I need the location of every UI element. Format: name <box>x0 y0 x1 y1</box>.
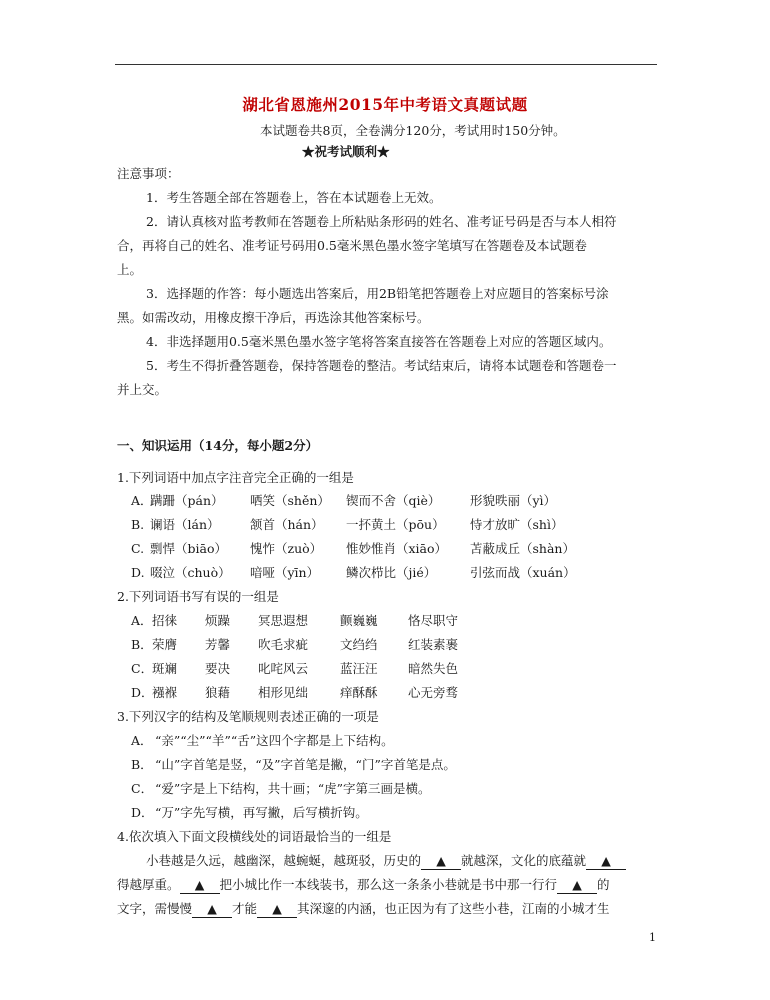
fill-blank: ▲ <box>586 853 626 870</box>
option-cell: 痒酥酥 <box>340 685 378 700</box>
question-4-paragraph-line-2 <box>117 876 610 894</box>
option-cell: 愧怍（zuò） <box>250 541 323 556</box>
notice-item-1: 1．考生答题全部在答题卷上，答在本试题卷上无效。 <box>146 190 442 205</box>
question-3-stem: 3.下列汉字的结构及笔顺规则表述正确的一项是 <box>117 709 379 724</box>
option-cell: 形貌昳丽（yì） <box>470 493 557 508</box>
option-cell: 文绉绉 <box>340 637 378 652</box>
passage-text: 把小城比作一本线装书，那么这一条条小巷就是书中那一行行 <box>219 877 558 892</box>
option-text: “万”字先写横，再写撇，后写横折钩。 <box>155 805 368 820</box>
option-cell: 要决 <box>205 661 231 676</box>
option-cell: 颔首（hán） <box>250 517 324 532</box>
option-cell: 恃才放旷（shì） <box>470 517 564 532</box>
option-cell: 鳞次栉比（jié） <box>346 565 437 580</box>
option-cell: 一抔黄土（pōu） <box>346 517 445 532</box>
notice-item-3-line-1: 3．选择题的作答：每小题选出答案后，用2B铅笔把答题卷上对应题目的答案标号涂 <box>146 286 609 301</box>
option-label: B． <box>131 637 153 652</box>
option-cell: 烦躁 <box>205 613 231 628</box>
passage-text: 得越厚重。 <box>117 877 180 892</box>
option-cell: 荣膺 <box>152 637 178 652</box>
option-label: D. <box>131 565 145 580</box>
fill-blank: ▲ <box>180 877 220 894</box>
option-cell: 恪尽职守 <box>408 613 459 628</box>
option-label: C． <box>131 661 154 676</box>
option-cell: 叱咤风云 <box>258 661 309 676</box>
notice-item-4: 4．非选择题用0.5毫米黑色墨水签字笔将答案直接答在答题卷上对应的答题区域内。 <box>146 334 612 349</box>
option-cell: 芳馨 <box>205 637 231 652</box>
option-cell: 相形见绌 <box>258 685 309 700</box>
option-cell: 惟妙惟肖（xiāo） <box>346 541 448 556</box>
exam-title: 湖北省恩施州2015年中考语文真题试题 <box>242 95 528 114</box>
question-4-paragraph-line-3 <box>117 900 610 918</box>
passage-text: 其深邃的内涵，也正因为有了这些小巷，江南的小城才生 <box>297 901 610 916</box>
option-cell: 心无旁骛 <box>408 685 459 700</box>
option-label: A． <box>131 493 153 508</box>
option-cell: 招徕 <box>152 613 178 628</box>
option-label: B． <box>131 757 153 772</box>
notice-item-2-line-3: 上。 <box>117 262 143 277</box>
option-text: “山”字首笔是竖，“及”字首笔是撇，“门”字首笔是点。 <box>155 757 456 772</box>
option-cell: 哂笑（shěn） <box>250 493 330 508</box>
exam-info: 本试题卷共8页，全卷满分120分，考试用时150分钟。 <box>260 123 566 138</box>
notice-item-2-line-2: 合，再将自己的姓名、准考证号码用0.5毫米黑色墨水签字笔填写在答题卷及本试题卷 <box>117 238 587 253</box>
option-label: B. <box>131 517 145 532</box>
option-cell: 狼藉 <box>205 685 231 700</box>
passage-text: 才能 <box>232 901 258 916</box>
option-label: C． <box>131 781 154 796</box>
passage-text: 就越深，文化的底蕴就 <box>461 853 587 868</box>
option-cell: 蹒跚（pán） <box>150 493 224 508</box>
option-cell: 引弦而战（xuán） <box>470 565 576 580</box>
page-number: 1 <box>649 931 656 944</box>
section-1-heading: 一、知识运用（14分，每小题2分） <box>117 438 319 453</box>
option-label: A． <box>131 613 153 628</box>
notice-item-2-line-1: 2．请认真核对监考教师在答题卷上所粘贴条形码的姓名、准考证号码是否与本人相符 <box>146 214 617 229</box>
option-text: “爱”字是上下结构，共十画；“虎”字第三画是横。 <box>155 781 431 796</box>
option-label: A． <box>131 733 153 748</box>
notice-item-5-line-2: 并上交。 <box>117 382 168 397</box>
header-rule <box>115 64 657 65</box>
passage-text: 文字，需慢慢 <box>117 901 193 916</box>
option-cell: 暗然失色 <box>408 661 459 676</box>
option-label: D． <box>131 685 154 700</box>
fill-blank: ▲ <box>257 901 297 918</box>
option-label: D． <box>131 805 154 820</box>
fill-blank: ▲ <box>421 853 461 870</box>
fill-blank: ▲ <box>557 877 597 894</box>
question-1-stem: 1.下列词语中加点字注音完全正确的一组是 <box>117 470 354 485</box>
option-cell: 襁褓 <box>152 685 178 700</box>
option-label: C. <box>131 541 145 556</box>
option-cell: 谰语（lán） <box>150 517 220 532</box>
passage-text: 小巷越是久远，越幽深，越蜿蜒，越斑驳，历史的 <box>146 853 422 868</box>
option-cell: 苫蔽成丘（shàn） <box>470 541 575 556</box>
option-cell: 喑哑（yīn） <box>250 565 320 580</box>
fill-blank: ▲ <box>192 901 232 918</box>
notice-item-5-line-1: 5．考生不得折叠答题卷，保持答题卷的整洁。考试结束后，请将本试题卷和答题卷一 <box>146 358 617 373</box>
option-cell: 颤巍巍 <box>340 613 378 628</box>
option-cell: 红装素裹 <box>408 637 459 652</box>
option-cell: 斑斓 <box>152 661 178 676</box>
option-text: “亲”“尘”“羊”“舌”这四个字都是上下结构。 <box>155 733 394 748</box>
option-cell: 冥思遐想 <box>258 613 309 628</box>
option-cell: 锲而不舍（qiè） <box>346 493 441 508</box>
option-cell: 蓝汪汪 <box>340 661 378 676</box>
question-2-stem: 2.下列词语书写有误的一组是 <box>117 589 279 604</box>
notice-heading: 注意事项： <box>117 166 180 181</box>
option-cell: 吹毛求疵 <box>258 637 309 652</box>
option-cell: 剽悍（biāo） <box>150 541 227 556</box>
blessing-text: ★祝考试顺利★ <box>302 144 390 159</box>
notice-item-3-line-2: 黑。如需改动，用橡皮擦干净后，再选涂其他答案标号。 <box>117 310 430 325</box>
option-cell: 啜泣（chuò） <box>150 565 231 580</box>
passage-text: 的 <box>597 877 610 892</box>
question-4-stem: 4.依次填入下面文段横线处的词语最恰当的一组是 <box>117 829 392 844</box>
question-4-paragraph-line-1 <box>146 852 626 870</box>
